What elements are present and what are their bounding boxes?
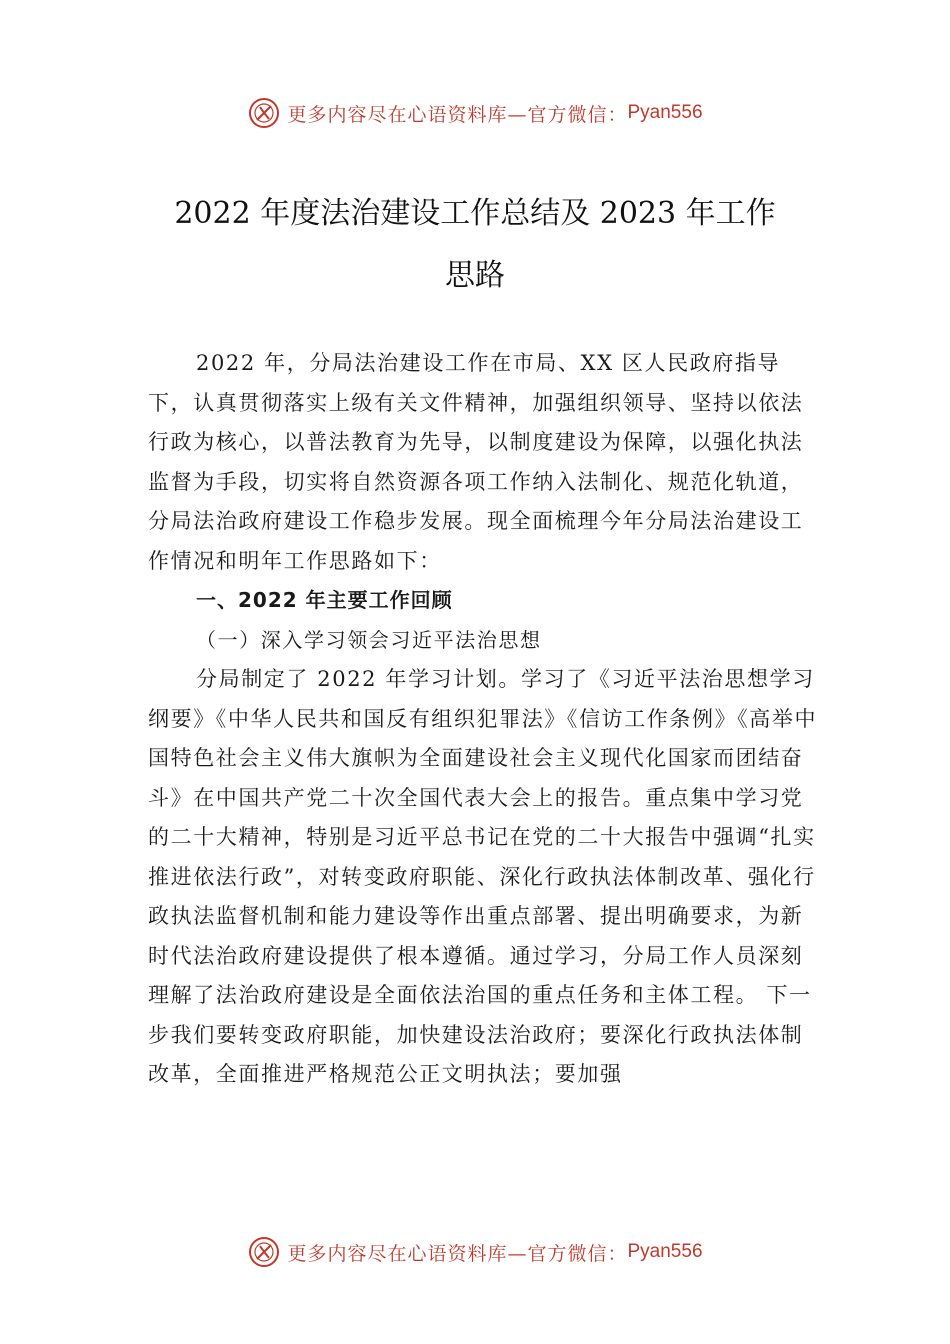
document-title-line-1: 2022 年度法治建设工作总结及 2023 年工作: [174, 196, 776, 231]
seal-logo-icon: [247, 1235, 281, 1269]
document-title-line-2: 思路: [445, 258, 505, 293]
footer-banner-text: 更多内容尽在心语资料库—官方微信：: [287, 1242, 628, 1265]
section-heading: 一、2022 年主要工作回顾: [196, 588, 453, 612]
intro-paragraph: 2022 年，分局法治建设工作在市局、XX 区人民政府指导下，认真贯彻落实上级有关文件精神，加强组织领导、坚持以依法行政为核心，以普法教育为先导，以制度建设为保障，以强化执法监督为手段，切实将自然资源各项工作纳入法制化、规范化轨道，分局法治政府建设工作稳步发展。现全面梳理今年分局法治建设工作情况和明年工作思路如下：: [148, 351, 804, 573]
body-paragraph: 分局制定了 2022 年学习计划。学习了《习近平法治思想学习纲要》《中华人民共和国反有组织犯罪法》《信访工作条例》《高举中国特色社会主义伟大旗帜为全面建设社会主义现代化国家而团结奋斗》在中国共产党二十次全国代表大会上的报告。重点集中学习党的二十大精神，特别是习近平总书记在党的二十大报告中强调“扎实推进依法行政”，对转变政府职能、深化行政执法体制改革、强化行政执法监督机制和能力建设等作出重点部署、提出明确要求，为新时代法治政府建设提供了根本遵循。通过学习，分局工作人员深刻理解了法治政府建设是全面依法治国的重点任务和主体工程。 下一步我们要转变政府职能，加快建设法治政府；要深化行政执法体制改革，全面推进严格规范公正文明执法；要加强: [148, 667, 818, 1086]
header-wechat-handle: Pyan556: [627, 102, 703, 123]
seal-logo-icon: [247, 96, 281, 130]
footer-wechat-handle: Pyan556: [627, 1241, 703, 1262]
header-banner-text: 更多内容尽在心语资料库—官方微信：: [287, 103, 628, 126]
footer-banner: [0, 1235, 950, 1269]
subsection-heading: （一）深入学习领会习近平法治思想: [196, 627, 542, 652]
document-body: [148, 344, 820, 1095]
header-banner: [0, 96, 950, 130]
